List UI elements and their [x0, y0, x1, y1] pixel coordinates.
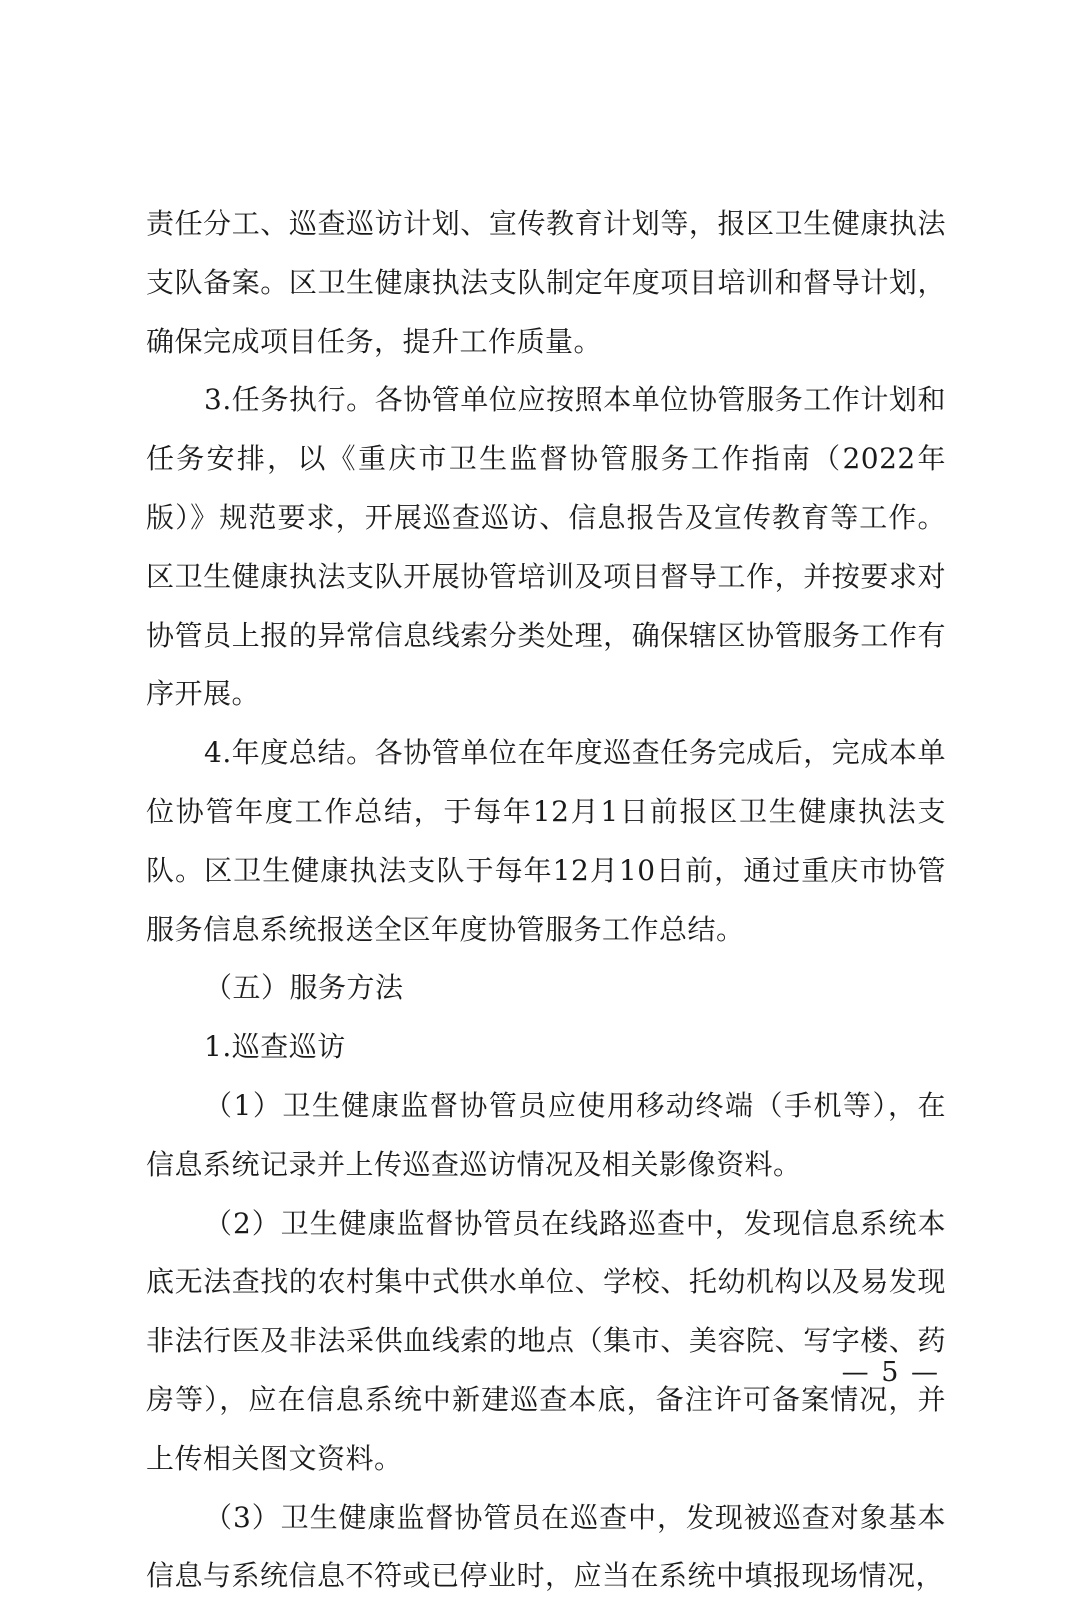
- subsection-heading-patrol-visit: 1.巡查巡访: [204, 1030, 346, 1064]
- paragraph-annual-summary: 4.年度总结。各协管单位在年度巡查任务完成后，完成本单位协管年度工作总结，于每年12月1日前报区卫生健康执法支队。区卫生健康执法支队于每年12月10日前，通过重庆市协管服务信息系统报送全区年度协管服务工作总结。: [146, 736, 946, 946]
- paragraph-item-2: （2）卫生健康监督协管员在线路巡查中，发现信息系统本底无法查找的农村集中式供水单位、学校、托幼机构以及易发现非法行医及非法采供血线索的地点（集市、美容院、写字楼、药房等），应在信息系统中新建巡查本底，备注许可备案情况，并上传相关图文资料。: [146, 1206, 946, 1475]
- paragraph-responsibility-division: 责任分工、巡查巡访计划、宣传教育计划等，报区卫生健康执法支队备案。区卫生健康执法支队制定年度项目培训和督导计划，确保完成项目任务，提升工作质量。: [146, 207, 946, 358]
- page-number: — 5 —: [841, 1357, 940, 1388]
- paragraph-task-execution: 3.任务执行。各协管单位应按照本单位协管服务工作计划和任务安排，以《重庆市卫生监督协管服务工作指南（2022年版）》规范要求，开展巡查巡访、信息报告及宣传教育等工作。区卫生健康执法支队开展协管培训及项目督导工作，并按要求对协管员上报的异常信息线索分类处理，确保辖区协管服务工作有序开展。: [146, 383, 946, 711]
- paragraph-item-3: （3）卫生健康监督协管员在巡查中，发现被巡查对象基本信息与系统信息不符或已停业时，应当在系统中填报现场情况，: [146, 1500, 946, 1593]
- section-heading-service-methods: （五）服务方法: [204, 971, 404, 1005]
- paragraph-item-1: （1）卫生健康监督协管员应使用移动终端（手机等），在信息系统记录并上传巡查巡访情况及相关影像资料。: [146, 1088, 946, 1181]
- body-text: [146, 195, 946, 1606]
